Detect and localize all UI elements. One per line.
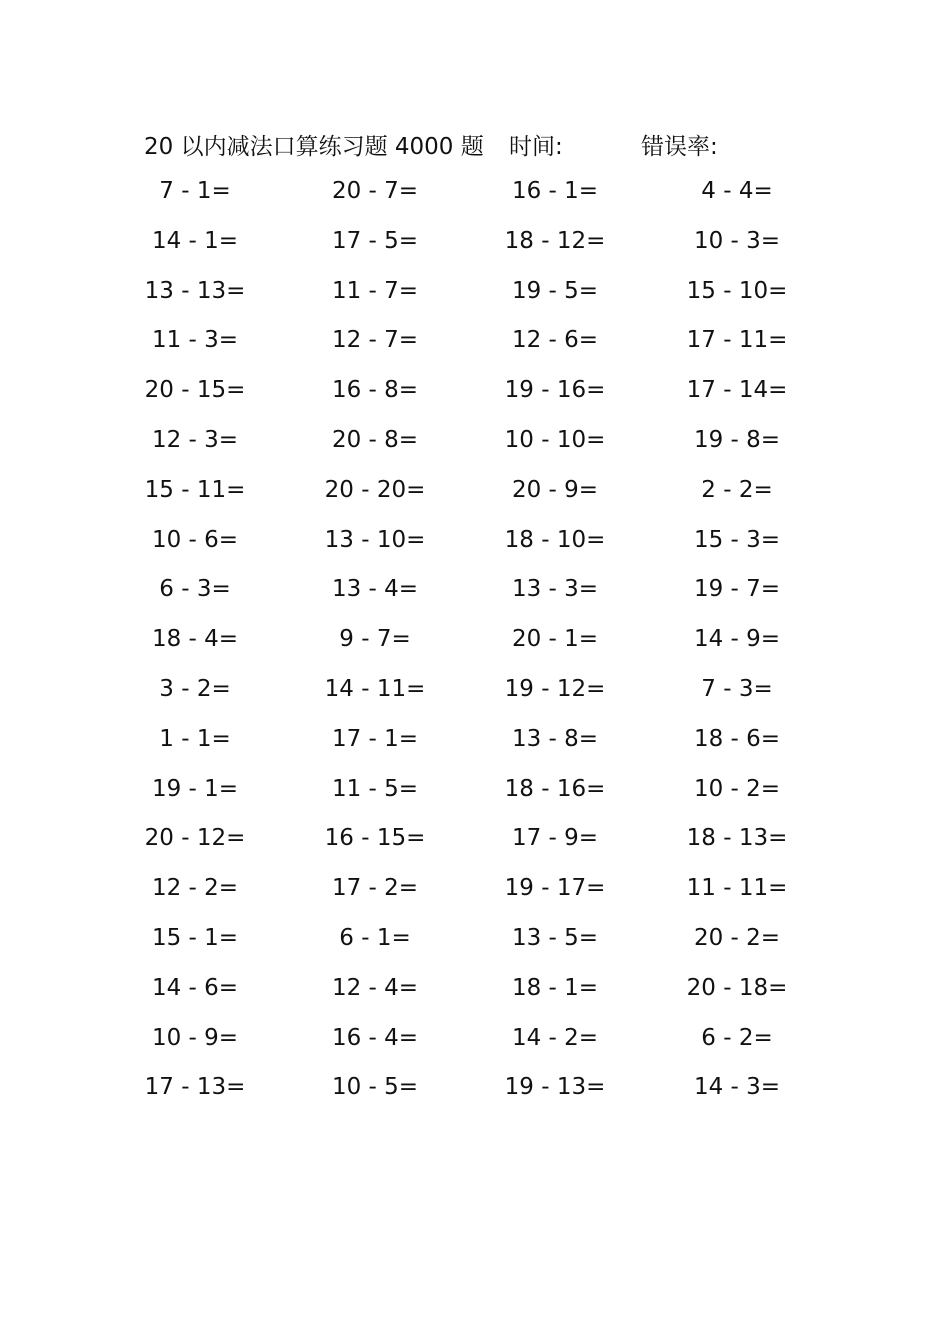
subtraction-problem: 20 - 7= (331, 178, 419, 204)
subtraction-problem: 4 - 4= (701, 178, 773, 204)
problem-row (140, 1064, 800, 1114)
subtraction-problem: 13 - 3= (511, 576, 599, 603)
subtraction-problem: 13 - 10= (324, 526, 426, 553)
subtraction-problem: 20 - 2= (693, 924, 781, 951)
subtraction-problem: 11 - 7= (331, 277, 419, 304)
subtraction-problem: 10 - 9= (151, 1024, 239, 1051)
subtraction-problem: 17 - 9= (511, 825, 599, 852)
subtraction-problem: 17 - 1= (331, 725, 419, 752)
subtraction-problem: 14 - 9= (693, 626, 781, 653)
subtraction-problem: 10 - 10= (504, 426, 606, 453)
subtraction-problem: 13 - 4= (331, 576, 419, 603)
subtraction-problem: 12 - 3= (151, 426, 239, 453)
subtraction-problem: 18 - 1= (511, 974, 599, 1001)
subtraction-problem: 17 - 13= (144, 1074, 246, 1101)
subtraction-problem: 11 - 11= (686, 875, 788, 902)
subtraction-problem: 12 - 7= (331, 327, 419, 354)
worksheet-header (144, 122, 764, 162)
subtraction-problem: 17 - 14= (686, 377, 788, 404)
subtraction-problem: 11 - 5= (331, 775, 419, 802)
time-label: 时间: (509, 134, 563, 160)
subtraction-problem: 20 - 15= (144, 377, 246, 404)
subtraction-problem: 13 - 8= (511, 725, 599, 752)
subtraction-problem: 18 - 6= (693, 725, 781, 752)
subtraction-problem: 14 - 3= (693, 1074, 781, 1101)
subtraction-problem: 19 - 7= (693, 576, 781, 603)
subtraction-problem: 20 - 8= (331, 426, 419, 453)
subtraction-problem: 18 - 16= (504, 775, 606, 802)
subtraction-problem: 14 - 1= (151, 227, 239, 254)
problem-row (140, 915, 800, 965)
subtraction-problem: 18 - 10= (504, 526, 606, 553)
problem-row (140, 417, 800, 467)
subtraction-problem: 7 - 1= (159, 178, 231, 204)
subtraction-problem: 10 - 3= (693, 227, 781, 254)
subtraction-problem: 10 - 2= (693, 775, 781, 802)
subtraction-problem: 12 - 6= (511, 327, 599, 354)
subtraction-problem: 7 - 3= (701, 675, 773, 702)
subtraction-problem: 19 - 13= (504, 1074, 606, 1101)
subtraction-problem: 14 - 11= (324, 675, 426, 702)
subtraction-problem: 6 - 3= (159, 576, 231, 603)
problem-row (140, 716, 800, 766)
problem-row (140, 1015, 800, 1065)
subtraction-problem: 14 - 2= (511, 1024, 599, 1051)
worksheet-title: 20 以内减法口算练习题 4000 题 (144, 134, 484, 160)
subtraction-problem: 18 - 4= (151, 626, 239, 653)
problem-row (140, 766, 800, 816)
subtraction-problem: 11 - 3= (151, 327, 239, 354)
subtraction-problem: 6 - 2= (701, 1024, 773, 1051)
subtraction-problem: 19 - 5= (511, 277, 599, 304)
subtraction-problem: 14 - 6= (151, 974, 239, 1001)
problem-row (140, 467, 800, 517)
subtraction-problem: 16 - 15= (324, 825, 426, 852)
subtraction-problem: 10 - 6= (151, 526, 239, 553)
subtraction-problem: 17 - 11= (686, 327, 788, 354)
subtraction-problem: 19 - 16= (504, 377, 606, 404)
subtraction-problem: 15 - 3= (693, 526, 781, 553)
problem-row (140, 367, 800, 417)
problem-row (140, 666, 800, 716)
subtraction-problem: 17 - 5= (331, 227, 419, 254)
subtraction-problem: 16 - 1= (511, 178, 599, 204)
subtraction-problem: 20 - 12= (144, 825, 246, 852)
problem-grid (140, 168, 800, 1114)
subtraction-problem: 16 - 4= (331, 1024, 419, 1051)
subtraction-problem: 9 - 7= (339, 626, 411, 653)
subtraction-problem: 13 - 5= (511, 924, 599, 951)
problem-row (140, 218, 800, 268)
subtraction-problem: 12 - 4= (331, 974, 419, 1001)
subtraction-problem: 20 - 1= (511, 626, 599, 653)
subtraction-problem: 19 - 8= (693, 426, 781, 453)
subtraction-problem: 1 - 1= (159, 725, 231, 752)
problem-row (140, 268, 800, 318)
subtraction-problem: 6 - 1= (339, 924, 411, 951)
problem-row (140, 317, 800, 367)
subtraction-problem: 13 - 13= (144, 277, 246, 304)
problem-row (140, 965, 800, 1015)
subtraction-problem: 15 - 1= (151, 924, 239, 951)
subtraction-problem: 20 - 18= (686, 974, 788, 1001)
subtraction-problem: 17 - 2= (331, 875, 419, 902)
problem-row (140, 168, 800, 218)
problem-row (140, 616, 800, 666)
problem-row (140, 517, 800, 567)
subtraction-problem: 19 - 1= (151, 775, 239, 802)
subtraction-problem: 18 - 12= (504, 227, 606, 254)
subtraction-problem: 20 - 9= (511, 476, 599, 503)
subtraction-problem: 3 - 2= (159, 675, 231, 702)
problem-row (140, 865, 800, 915)
subtraction-problem: 16 - 8= (331, 377, 419, 404)
error-rate-label: 错误率: (641, 134, 718, 160)
subtraction-problem: 19 - 12= (504, 675, 606, 702)
problem-row (140, 815, 800, 865)
subtraction-problem: 12 - 2= (151, 875, 239, 902)
subtraction-problem: 15 - 10= (686, 277, 788, 304)
subtraction-problem: 15 - 11= (144, 476, 246, 503)
subtraction-problem: 20 - 20= (324, 476, 426, 503)
subtraction-problem: 18 - 13= (686, 825, 788, 852)
subtraction-problem: 2 - 2= (701, 476, 773, 503)
subtraction-problem: 10 - 5= (331, 1074, 419, 1101)
problem-row (140, 566, 800, 616)
subtraction-problem: 19 - 17= (504, 875, 606, 902)
